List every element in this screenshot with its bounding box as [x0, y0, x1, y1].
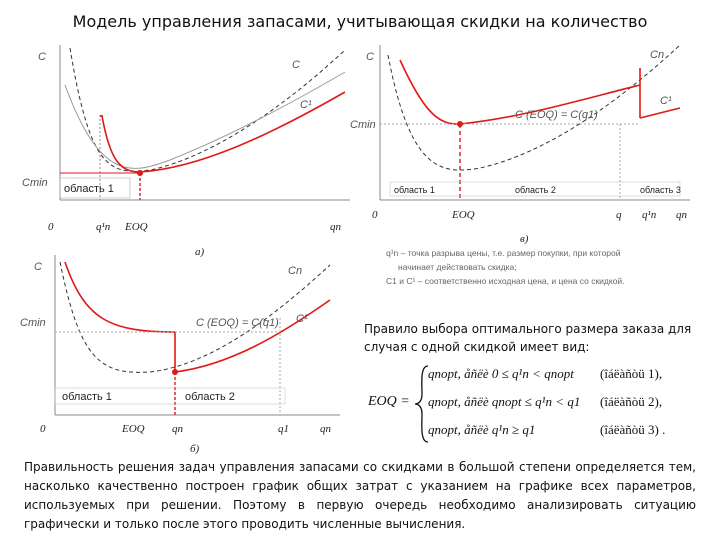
graph-a-optimum-point — [137, 170, 143, 176]
graph-v-c1-label: C¹ — [660, 95, 672, 107]
graph-a-qn1: q¹n — [96, 221, 111, 233]
formula-case-3: (îáëàñòü 3) . — [600, 422, 666, 437]
graph-b-area1: область 1 — [62, 391, 112, 403]
graph-b-area2: область 2 — [185, 391, 235, 403]
graph-a-caption: а) — [195, 246, 205, 258]
note-line-2: начинает действовать скидка; — [398, 262, 517, 272]
graph-b-optimum-point — [172, 369, 178, 375]
graph-a — [22, 45, 350, 258]
graph-a-y-label: C — [38, 51, 46, 63]
graph-b-cn-label: Cn — [288, 265, 303, 277]
graph-v-area1: область 1 — [394, 185, 435, 195]
rule-text: Правило выбора оптимального размера заказа для случая с одной скидкой имеет вид: — [364, 322, 692, 354]
graph-v-qn: qn — [676, 209, 687, 221]
graph-v-y-label: C — [366, 51, 374, 63]
page-title: Модель управления запасами, учитывающая скидки на количество — [72, 12, 648, 31]
note-line-1: q¹n – точка разрыва цены, т.е. размер покупки, при которой — [386, 248, 621, 258]
graph-a-area1: область 1 — [64, 183, 114, 195]
formula-row-3: qnopt, åñëè q¹n ≥ q1 — [428, 422, 536, 437]
graph-v-cn-label: Cn — [650, 49, 665, 61]
graph-v-cost-curve-original — [388, 45, 680, 170]
graph-b-qn2: qn — [320, 423, 331, 435]
graph-b-eoq: EOQ — [122, 423, 145, 435]
graph-b-qn: qn — [172, 423, 183, 435]
graph-v-area2: область 2 — [515, 185, 556, 195]
graph-b — [20, 255, 340, 455]
formula-case-1: (îáëàñòü 1), — [600, 366, 663, 381]
graph-v — [350, 45, 690, 245]
formula-lhs: EOQ = — [368, 394, 410, 409]
graph-a-c-label: C — [292, 59, 300, 71]
graph-v-optimum-point — [457, 121, 463, 127]
note-line-3: C1 и C¹ – соответственно исходная цена, и цена со скидкой. — [386, 276, 625, 286]
graph-a-eoq: EOQ — [125, 221, 148, 233]
formula-row-2: qnopt, åñëè qnopt ≤ q¹n < q1 — [428, 394, 581, 409]
formula-row-1: qnopt, åñëè 0 ≤ q¹n < qnopt — [428, 366, 574, 381]
graph-a-qn: qn — [330, 221, 341, 233]
graph-v-discount-tail — [640, 108, 680, 118]
graph-v-cost-label: C (EOQ) = C(q1) — [515, 109, 598, 121]
graph-v-q: q — [616, 209, 622, 221]
formula-case-2: (îáëàñòü 2), — [600, 394, 663, 409]
graph-a-origin: 0 — [48, 221, 54, 233]
graph-b-origin: 0 — [40, 423, 46, 435]
graph-b-discount-curve — [175, 300, 330, 372]
graph-b-cost-label: C (EOQ) = C(q1) — [196, 317, 279, 329]
graph-b-cost-curve-red — [65, 262, 175, 332]
graph-v-area3: область 3 — [640, 185, 681, 195]
graph-b-c1-label: C¹ — [296, 313, 308, 325]
graph-v-origin: 0 — [372, 209, 378, 221]
graph-a-cost-curve-helper — [65, 72, 345, 168]
graph-b-q1: q1 — [278, 423, 289, 435]
graph-b-y-label: C — [34, 261, 42, 273]
graph-b-caption: б) — [190, 443, 200, 455]
graph-v-eoq: EOQ — [452, 209, 475, 221]
graph-b-cmin-label: Cmin — [20, 317, 46, 329]
graph-v-qn1: q¹n — [642, 209, 657, 221]
eoq-formula — [368, 364, 708, 444]
graph-a-cmin-label: Cmin — [22, 177, 48, 189]
notes — [386, 246, 716, 288]
graph-v-caption: в) — [520, 233, 529, 245]
footer-paragraph: Правильность решения задач управления запасами со скидками в большой степени определяется тем, насколько качественно построен график общих затрат с указанием на графике всех параметров, используемых при решении. Поэтому в первую очередь необходимо анализировать ситуацию графически и только после этого проводить численные вычисления. — [24, 460, 696, 531]
graph-a-c1-label: C¹ — [300, 99, 312, 111]
graph-v-cmin-label: Cmin — [350, 119, 376, 131]
